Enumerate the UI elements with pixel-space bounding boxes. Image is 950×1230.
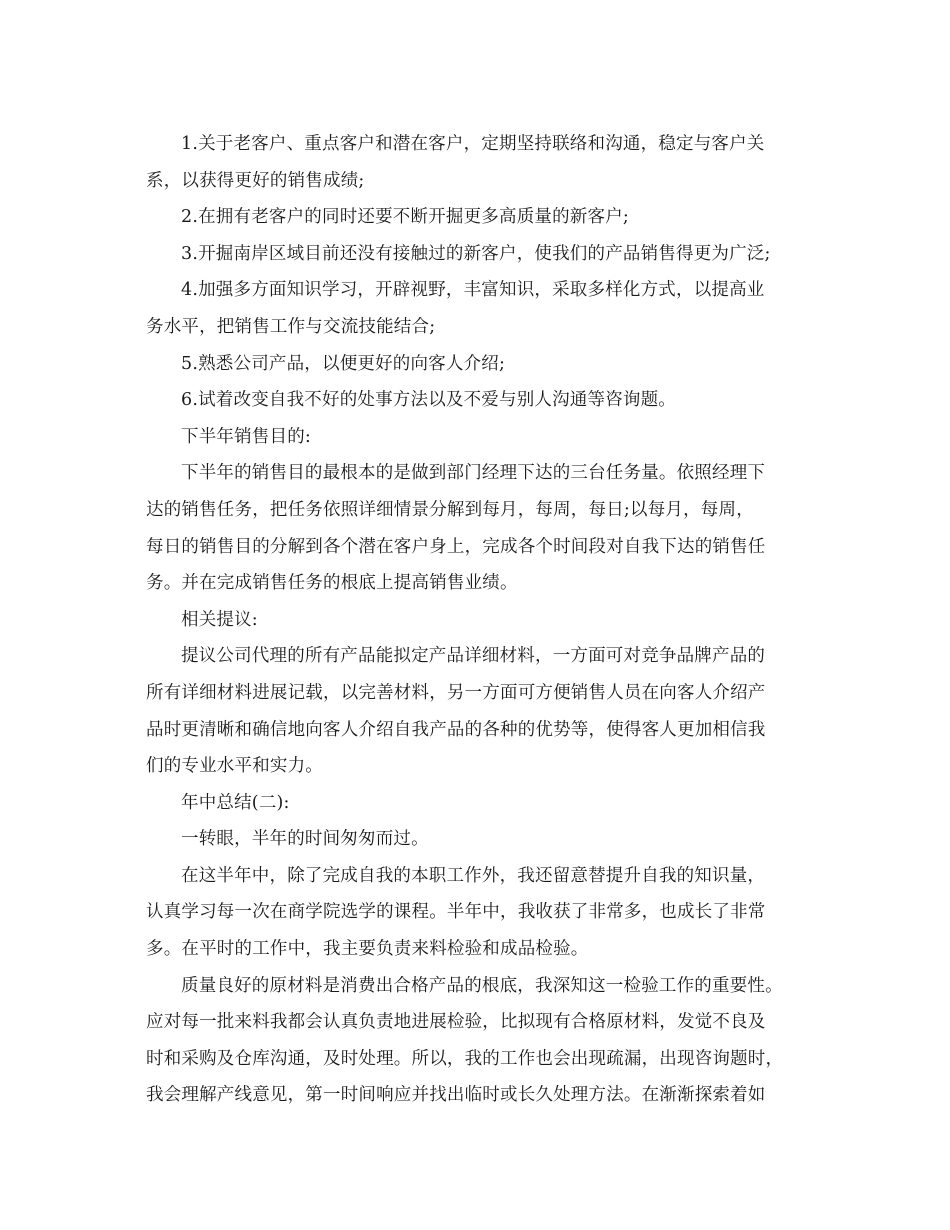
text-line: 1.关于老客户、重点客户和潜在客户，定期坚持联络和沟通，稳定与客户关 (181, 134, 765, 154)
text-line: 质量良好的原材料是消费出合格产品的根底，我深知这一检验工作的重要性。 (181, 975, 783, 996)
text-line: 每日的销售目的分解到各个潜在客户身上，完成各个时间段对自我下达的销售任 (146, 536, 766, 557)
paragraph (146, 126, 808, 199)
paragraph (146, 382, 808, 419)
text-line: 下半年的销售目的最根本的是做到部门经理下达的三台任务量。依照经理下 (181, 463, 766, 484)
text-line: 品时更清晰和确信地向客人介绍自我产品的各种的优势等，使得客人更加相信我 (146, 719, 766, 740)
text-line: 年中总结(二): (181, 792, 290, 813)
paragraph (146, 858, 808, 968)
text-line: 5.熟悉公司产品，以便更好的向客人介绍; (181, 353, 506, 374)
paragraph (146, 602, 808, 639)
text-line: 4.加强多方面知识学习，开辟视野，丰富知识，采取多样化方式，以提高业 (181, 280, 765, 301)
document-body (146, 126, 808, 1114)
text-line: 所有详细材料进展记载，以完善材料，另一方面可方便销售人员在向客人介绍产 (146, 682, 766, 703)
paragraph (146, 968, 808, 1114)
paragraph (146, 455, 808, 601)
text-line: 2.在拥有老客户的同时还要不断开掘更多高质量的新客户; (181, 207, 629, 228)
paragraph (146, 821, 808, 858)
paragraph (146, 638, 808, 784)
text-line: 相关提议: (181, 609, 258, 630)
paragraph (146, 236, 808, 273)
text-line: 认真学习每一次在商学院选学的课程。半年中，我收获了非常多，也成长了非常 (146, 902, 766, 923)
text-line: 3.开掘南岸区域目前还没有接触过的新客户，使我们的产品销售得更为广泛; (181, 243, 771, 264)
text-line: 下半年销售目的: (181, 426, 311, 447)
text-line: 一转眼，半年的时间匆匆而过。 (181, 829, 429, 850)
paragraph (146, 199, 808, 236)
text-line: 时和采购及仓库沟通，及时处理。所以，我的工作也会出现疏漏，出现咨询题时， (146, 1048, 784, 1069)
text-line: 们的专业水平和实力。 (146, 756, 323, 777)
text-line: 达的销售任务，把任务依照详细情景分解到每月，每周，每日;以每月，每周， (146, 499, 754, 520)
paragraph (146, 785, 808, 822)
text-line: 我会理解产线意见，第一时间响应并找出临时或长久处理方法。在渐渐探索着如 (146, 1085, 766, 1106)
text-line: 6.试着改变自我不好的处事方法以及不爱与别人沟通等咨询题。 (181, 390, 676, 411)
paragraph (146, 419, 808, 456)
text-line: 提议公司代理的所有产品能拟定产品详细材料，一方面可对竞争品牌产品的 (181, 646, 766, 667)
text-line: 多。在平时的工作中，我主要负责来料检验和成品检验。 (146, 939, 589, 960)
text-line: 系，以获得更好的销售成绩; (146, 170, 365, 191)
paragraph (146, 346, 808, 383)
text-line: 在这半年中，除了完成自我的本职工作外，我还留意替提升自我的知识量， (181, 865, 766, 886)
text-line: 务水平，把销售工作与交流技能结合; (146, 316, 436, 337)
text-line: 应对每一批来料我都会认真负责地进展检验，比拟现有合格原材料，发觉不良及 (146, 1012, 766, 1033)
text-line: 务。并在完成销售任务的根底上提高销售业绩。 (146, 573, 518, 594)
paragraph (146, 272, 808, 345)
